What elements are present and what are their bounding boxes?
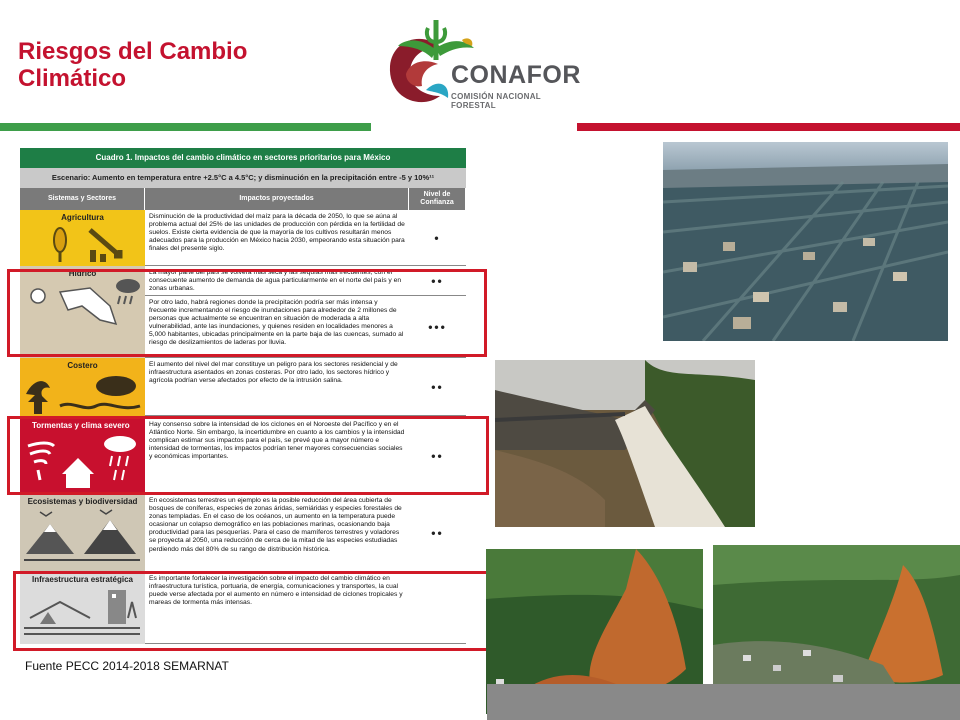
sector-label: Infraestructura estratégica — [32, 575, 133, 584]
bottom-strip — [487, 684, 960, 720]
col-sectors: Sistemas y Sectores — [20, 188, 145, 210]
flood-image — [663, 142, 948, 341]
confidence-level: • — [409, 210, 466, 266]
impacts-table-panel — [0, 131, 487, 684]
impact-text: El aumento del nivel del mar constituye un peligro para los sectores residencial y de infraestructura asentados en zonas costeras. Por otro lado, los sectores hídrico y agrícola podrían verse afectados por efecto de la intrusión salina. — [145, 358, 409, 416]
sector-label: Agricultura — [61, 213, 104, 222]
table-scenario: Escenario: Aumento en temperatura entre +2.5°C a 4.5°C; y disminución en la precipitación entre -5 y 10%¹¹ — [20, 168, 466, 188]
conafor-logo — [382, 18, 582, 110]
sector-cell — [20, 358, 145, 416]
table-header: Cuadro 1. Impactos del cambio climático en sectores prioritarios para México — [20, 148, 466, 168]
impact-text: Es importante fortalecer la investigación sobre el impacto del cambio climático en infraestructura turística, portuaria, de energía, comunicaciones y transportes, la cual puede verse afectada por el aumento en número e intensidad de ciclones tropicales y mareas de tormenta más intensas. — [145, 572, 409, 644]
road-collapse-photo — [495, 360, 755, 527]
band-green — [0, 123, 371, 131]
confidence-level: ••• — [409, 296, 466, 358]
impacts-table — [20, 148, 466, 210]
confidence-level: •• — [409, 266, 466, 296]
impact-text: La mayor parte del país se volverá más seca y las sequías más frecuentes, con el consecuente aumento de demanda de agua particularmente en el norte del país y en zonas urbanas. — [145, 266, 409, 296]
impact-text: Hay consenso sobre la intensidad de los ciclones en el Noroeste del Pacífico y en el Atlántico Norte. Sin embargo, la incertidumbre en cuanto a los cambios y la intensidad complican estimar sus impactos para el país, se prevé que a mayor número e intensidad de tormentas, los impactos podrían tener mayores consecuencias sociales y económicas importantes. — [145, 418, 409, 494]
callout-infraestructura — [13, 571, 495, 651]
table-column-headers — [20, 188, 466, 210]
confidence-level: •• — [409, 418, 466, 494]
callout-hidrico — [7, 269, 487, 357]
col-confidence: Nivel de Confianza — [409, 188, 466, 210]
logo-subtitle: COMISIÓN NACIONAL FORESTAL — [451, 92, 541, 110]
col-impacts: Impactos proyectados — [145, 188, 409, 210]
confidence-level: •• — [409, 494, 466, 572]
flood-photo — [663, 142, 948, 341]
table-row — [20, 494, 466, 572]
impact-text: Disminución de la productividad del maíz para la década de 2050, lo que se aúna al problema actual del 25% de las unidades de producción con pérdida en la fertilidad de suelos. Existe cierta evidencia de que la mayoría de los cultivos resultarán menos adecuados para la producción en México hacia 2030, empeorando esta situación para finales del presente siglo. — [145, 210, 409, 266]
sector-cell — [20, 210, 145, 266]
table-row — [20, 210, 466, 266]
road-collapse-image — [495, 360, 755, 527]
table-row — [20, 358, 466, 416]
band-red — [577, 123, 960, 131]
confidence-level: •• — [409, 358, 466, 416]
source-caption: Fuente PECC 2014-2018 SEMARNAT — [25, 659, 229, 673]
page-title: Riesgos del Cambio Climático — [18, 38, 248, 92]
sector-label: Costero — [67, 361, 98, 370]
callout-tormentas — [7, 416, 489, 495]
sector-label: Hídrico — [68, 269, 97, 278]
logo-name: CONAFOR — [451, 61, 581, 89]
impact-text: En ecosistemas terrestres un ejemplo es la posible reducción del área cubierta de bosques de coníferas, especies de zonas áridas, semiáridas y especies forestales de zonas templadas. En el caso de los océanos, un aumento en la temperatura puede ocasionar un colapso demográfico en las poblaciones marinas, ocasionando baja productividad para las pesquerías. Para el caso de mamíferos terrestres y voladores se proyecta al 2050, una reducción de cerca de la mitad de las especies estudiadas perdiendo más del 80% de su rango de distribución histórica. — [145, 494, 409, 572]
sector-cell — [20, 494, 145, 572]
sector-label: Tormentas y clima severo — [32, 421, 130, 430]
impact-text: Por otro lado, habrá regiones donde la precipitación podría ser más intensa y frecuente incrementando el riesgo de inundaciones para alrededor de 2 millones de personas que actualmente se encuentran en situación de moderada a alta vulnerabilidad, ante las inundaciones, y quienes residen en localidades menores a 5,000 habitantes, ubicadas principalmente en la parte baja de las cuencas, sumado al riesgo de deslizamientos de laderas por lluvia. — [145, 296, 409, 358]
sector-label: Ecosistemas y biodiversidad — [27, 497, 138, 506]
band-white — [371, 123, 577, 131]
